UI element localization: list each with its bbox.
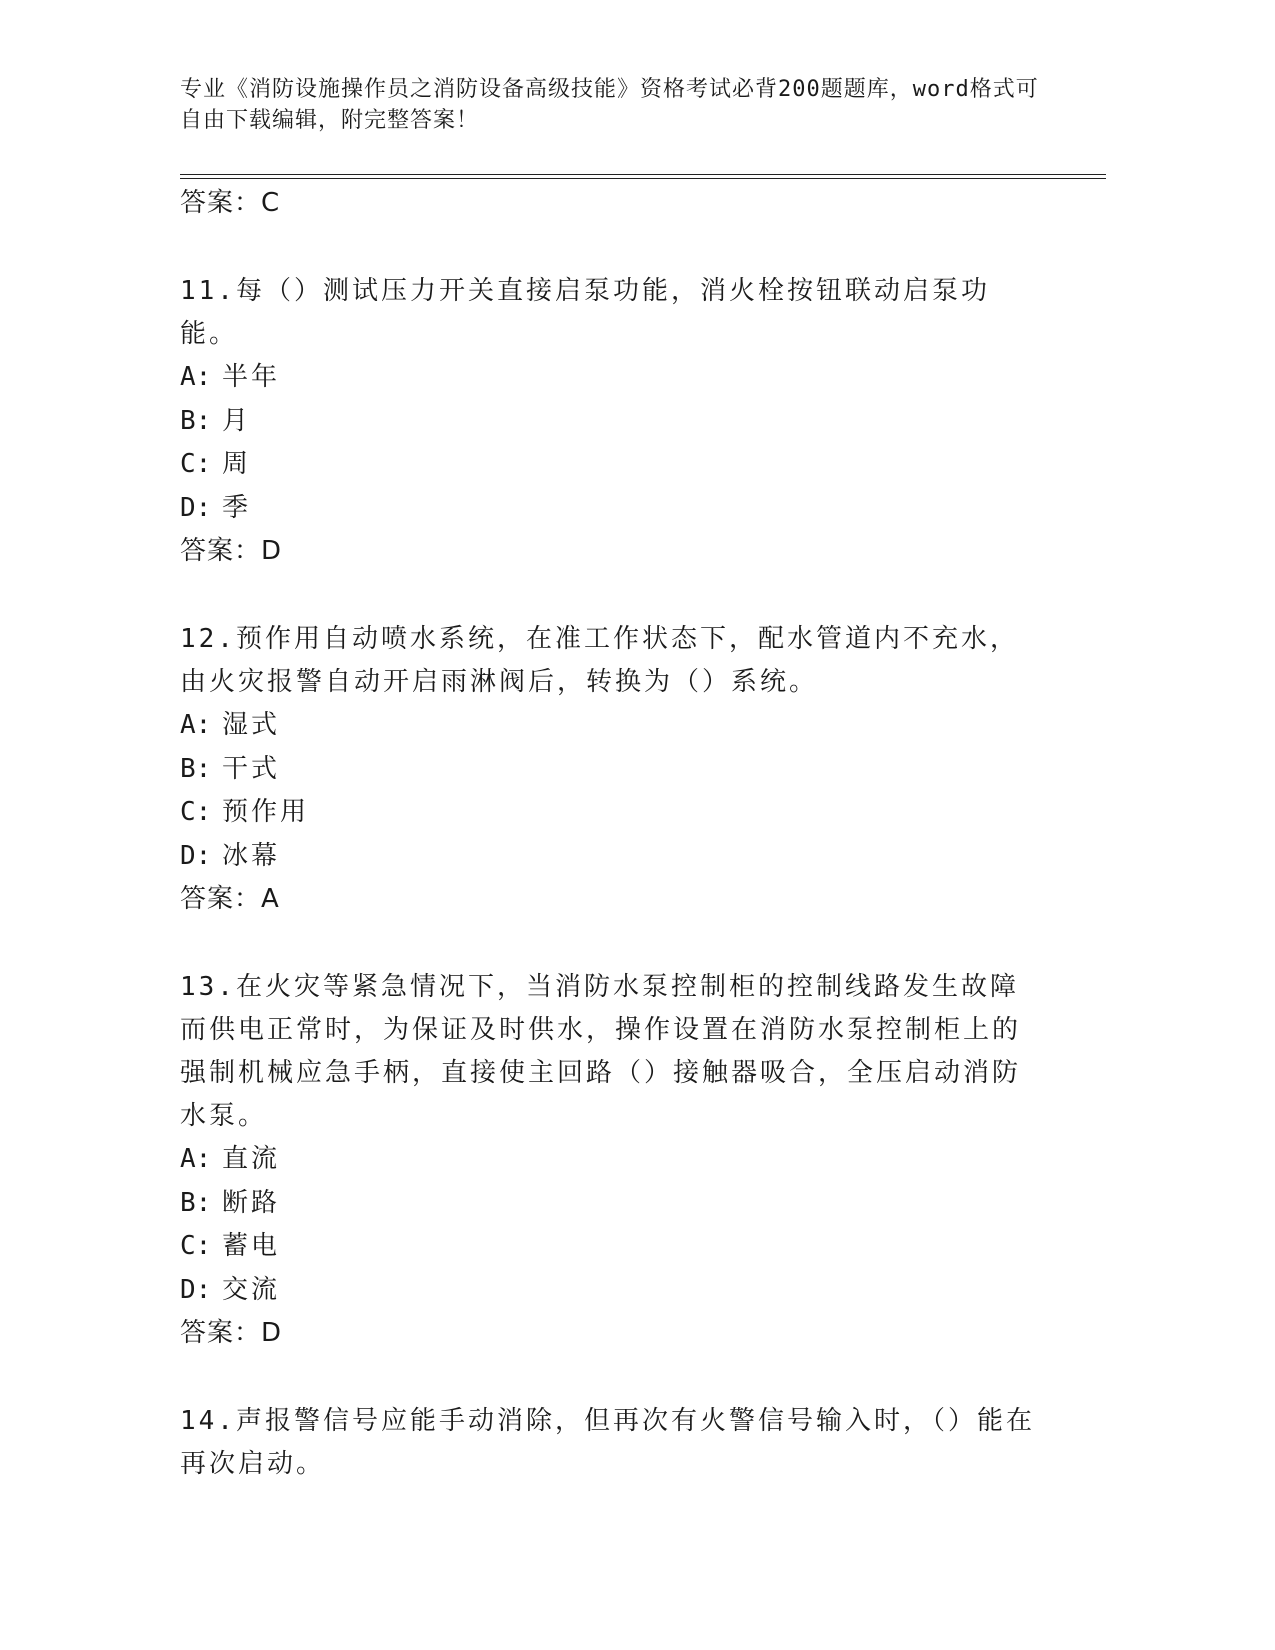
option-a [180,704,1040,748]
spacer [180,1355,1040,1400]
answer-line: 答案：D [180,1318,283,1348]
option-key: D: [180,840,212,871]
question-text: 11.每（）测试压力开关直接启泵功能，消火栓按钮联动启泵功能。 [180,276,990,349]
option-b [180,1182,1040,1226]
option-key: A: [180,710,212,740]
answer-line: 答案：A [180,884,280,914]
option-key: C: [180,797,212,827]
spacer [180,921,1040,966]
spacer [180,225,1040,270]
option-text: 月 [222,405,252,436]
option-text: 湿式 [222,710,281,740]
header-divider [180,174,1106,179]
option-d [180,835,1040,879]
option-text: 冰幕 [222,840,281,871]
option-text: 直流 [222,1144,281,1174]
option-key: D: [180,492,212,523]
option-text: 蓄电 [222,1231,281,1261]
question-text: 13.在火灾等紧急情况下，当消防水泵控制柜的控制线路发生故障而供电正常时，为保证及时供水，操作设置在消防水泵控制柜上的强制机械应急手柄，直接使主回路（）接触器吸合，全压启动消防水泵。 [180,972,1022,1131]
option-d [180,1269,1040,1313]
option-d [180,487,1040,531]
option-text: 断路 [222,1187,281,1218]
question-block [180,1400,1040,1486]
question-list [180,182,1040,1486]
document-header: 专业《消防设施操作员之消防设备高级技能》资格考试必背200题题库，word格式可自由下载编辑，附完整答案！ [180,77,1039,133]
option-a [180,356,1040,400]
option-text: 周 [222,449,252,479]
option-b [180,400,1040,444]
question-text: 14.声报警信号应能手动消除，但再次有火警信号输入时，（）能在再次启动。 [180,1406,1035,1479]
option-key: A: [180,362,212,392]
question-block [180,618,1040,921]
question-block [180,270,1040,573]
option-key: C: [180,449,212,479]
option-key: B: [180,1187,212,1218]
option-c [180,791,1040,835]
spacer [180,573,1040,618]
option-key: A: [180,1144,212,1174]
option-key: B: [180,405,212,436]
option-c [180,443,1040,487]
option-text: 交流 [222,1274,281,1305]
option-c [180,1225,1040,1269]
answer-line: 答案：D [180,536,283,566]
option-text: 半年 [222,362,281,392]
option-a [180,1138,1040,1182]
option-text: 季 [222,492,252,523]
question-text: 12.预作用自动喷水系统，在准工作状态下，配水管道内不充水，由火灾报警自动开启雨淋阀后，转换为（）系统。 [180,624,1019,697]
option-key: C: [180,1231,212,1261]
option-text: 干式 [222,753,281,784]
option-b [180,748,1040,792]
option-text: 预作用 [222,797,310,827]
option-key: B: [180,753,212,784]
question-block [180,966,1040,1355]
option-key: D: [180,1274,212,1305]
previous-answer: 答案：C [180,188,281,218]
